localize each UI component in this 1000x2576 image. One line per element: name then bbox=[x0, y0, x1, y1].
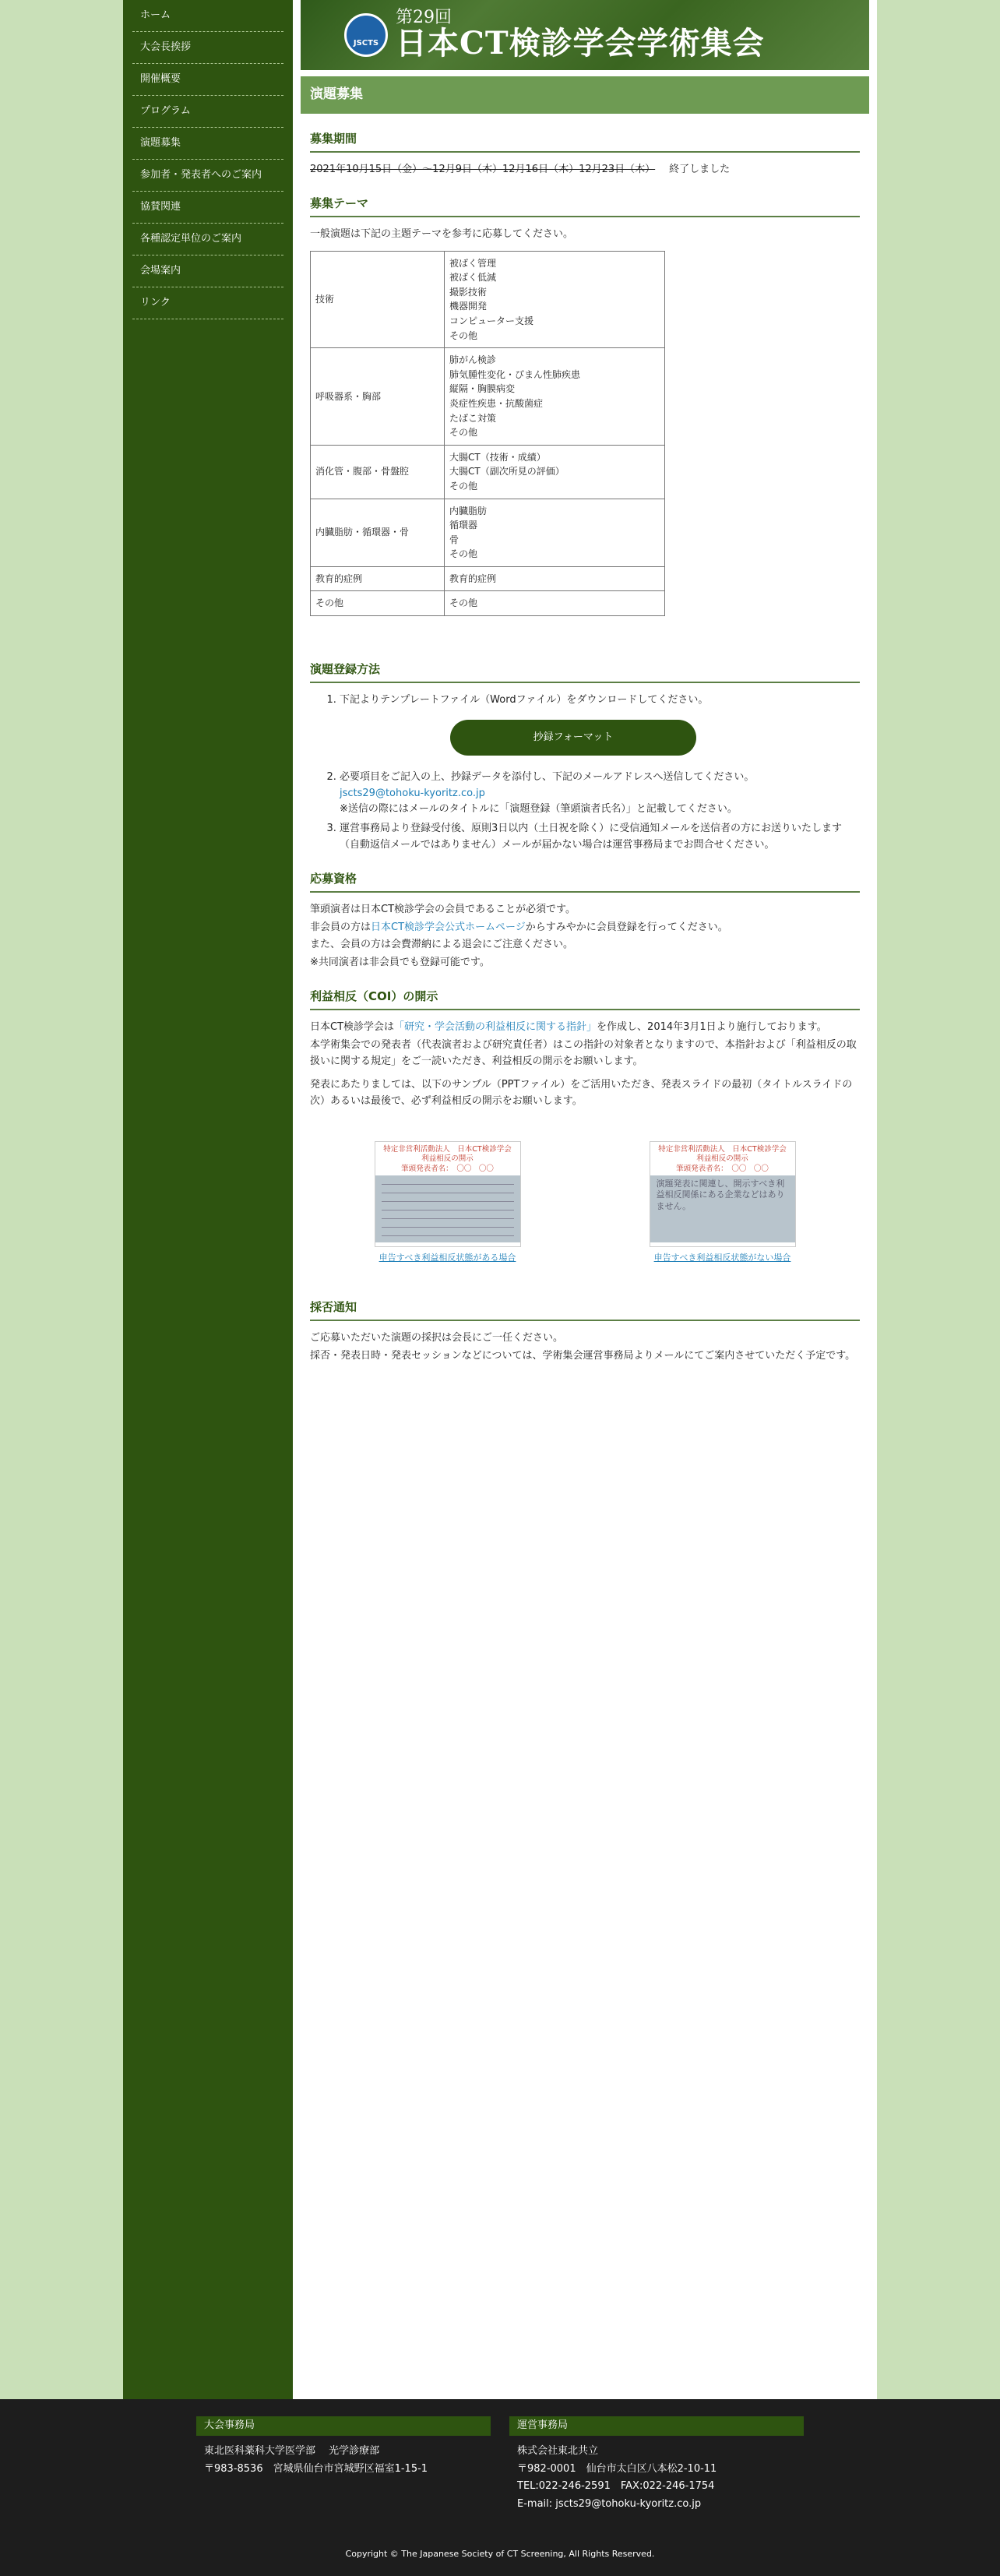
header-banner bbox=[301, 0, 869, 70]
theme-topics bbox=[445, 566, 665, 591]
theme-topics bbox=[445, 348, 665, 446]
coi-samples bbox=[310, 1141, 860, 1267]
eligibility-text: 非会員の方は bbox=[310, 921, 371, 933]
registration-step-1 bbox=[340, 692, 860, 709]
sidebar-item-program[interactable] bbox=[132, 96, 283, 128]
page-wrapper bbox=[123, 0, 877, 2399]
period-status: 終了しました bbox=[669, 164, 731, 175]
theme-category: 呼吸器系・胸部 bbox=[311, 348, 445, 446]
banner-title: 日本CT検診学会学術集会 bbox=[396, 25, 765, 62]
sidebar-item-sponsorship[interactable] bbox=[132, 192, 283, 224]
coi-sample-thumbnail[interactable] bbox=[375, 1141, 521, 1247]
theme-topics bbox=[445, 499, 665, 566]
notification-line: 採否・発表日時・発表セッションなどについては、学術集会運営事務局よりメールにてご案内させていただく予定です。 bbox=[310, 1349, 856, 1362]
coi-paragraph: 本学術集会での発表者（代表演者および研究責任者）はこの指針の対象者となりますので、本指針および「利益相反の取扱いに関する規定」をご一読いただき、利益相反の開示をお願いします。 bbox=[310, 1038, 857, 1067]
sidebar-item-venue[interactable] bbox=[132, 255, 283, 287]
coi-guideline-link[interactable]: 「研究・学会活動の利益相反に関する指針」 bbox=[394, 1021, 597, 1034]
eligibility-text: からすみやかに会員登録を行ってください。 bbox=[525, 921, 728, 933]
registration-note: ※送信の際にはメールのタイトルに「演題登録（筆頭演者氏名）」と記載してください。 bbox=[340, 803, 738, 816]
theme-topic: 教育的症例 bbox=[449, 573, 497, 584]
banner-edition: 第29回 bbox=[396, 8, 452, 27]
theme-topic: 被ばく管理 bbox=[449, 257, 497, 269]
notification-line: ご応募いただいた演題の採択は会長にご一任ください。 bbox=[310, 1331, 564, 1344]
theme-topics bbox=[445, 251, 665, 348]
slide-title: 特定非営利活動法人 日本CT検診学会 bbox=[658, 1145, 787, 1154]
society-homepage-link[interactable]: 日本CT検診学会公式ホームページ bbox=[371, 921, 526, 933]
eligibility-line: ※共同演者は非会員でも登録可能です。 bbox=[310, 957, 490, 969]
coi-sample-thumbnail[interactable] bbox=[650, 1141, 796, 1247]
theme-topic: 大腸CT（技術・成績） bbox=[449, 451, 546, 463]
slide-title: 利益相反の開示 bbox=[421, 1154, 474, 1164]
section-heading-registration: 演題登録方法 bbox=[310, 660, 860, 683]
content-body bbox=[301, 129, 869, 1364]
theme-topic: 炎症性疾患・抗酸菌症 bbox=[449, 397, 544, 409]
registration-step-3 bbox=[340, 821, 860, 854]
footer-line: 〒983-8536 宮城県仙台市宮城野区福室1-15-1 bbox=[204, 2462, 428, 2475]
eligibility-line bbox=[310, 920, 860, 936]
section-heading-eligibility: 応募資格 bbox=[310, 869, 860, 893]
theme-topic: その他 bbox=[449, 480, 478, 492]
registration-steps bbox=[340, 692, 860, 709]
table-row bbox=[311, 566, 665, 591]
sidebar-link[interactable]: 各種認定単位のご案内 bbox=[140, 232, 242, 245]
slide-title: 筆頭発表者名： 〇〇 〇〇 bbox=[676, 1164, 769, 1173]
table-row bbox=[311, 445, 665, 499]
footer-line: 〒982-0001 仙台市太白区八本松2-10-11 bbox=[517, 2462, 717, 2475]
sidebar-link[interactable]: 大会長挨拶 bbox=[140, 41, 192, 53]
theme-topic: 撮影技術 bbox=[449, 286, 488, 298]
sidebar-link[interactable]: 会場案内 bbox=[140, 264, 181, 277]
sidebar bbox=[123, 0, 293, 2399]
coi-sample-caption-link[interactable]: 申告すべき利益相反状態がない場合 bbox=[653, 1253, 791, 1263]
footer-heading: 運営事務局 bbox=[509, 2416, 804, 2436]
sidebar-item-call-for-abstracts[interactable] bbox=[132, 128, 283, 160]
footer-col-conference-office bbox=[196, 2416, 491, 2514]
sidebar-nav bbox=[132, 0, 283, 319]
sidebar-link[interactable]: 演題募集 bbox=[140, 136, 181, 149]
theme-category: 教育的症例 bbox=[311, 566, 445, 591]
sidebar-link[interactable]: 開催概要 bbox=[140, 72, 181, 85]
footer bbox=[0, 2399, 1000, 2576]
sidebar-item-links[interactable] bbox=[132, 287, 283, 319]
coi-paragraph: 発表にあたりましては、以下のサンプル（PPTファイル）をご活用いただき、発表スライドの最初（タイトルスライドの次）あるいは最後で、必ず利益相反の開示をお願いします。 bbox=[310, 1079, 853, 1108]
theme-topic: 循環器 bbox=[449, 520, 478, 531]
theme-topics bbox=[445, 445, 665, 499]
table-row bbox=[311, 348, 665, 446]
period-text bbox=[310, 162, 860, 178]
theme-topics bbox=[445, 591, 665, 616]
theme-topic: 被ばく低減 bbox=[449, 272, 497, 284]
download-button-wrap bbox=[287, 720, 860, 756]
sidebar-link[interactable]: リンク bbox=[140, 296, 171, 308]
sidebar-link[interactable]: 協賛関連 bbox=[140, 200, 181, 213]
step-text: 2. 必要項目をご記入の上、抄録データを添付し、下記のメールアドレスへ送信してください。 bbox=[340, 770, 755, 783]
table-row bbox=[311, 499, 665, 566]
theme-topic: 肺気腫性変化・びまん性肺疾患 bbox=[449, 368, 581, 380]
copyright: Copyright © The Japanese Society of CT Screening, All Rights Reserved. bbox=[345, 2548, 655, 2559]
sidebar-item-greeting[interactable] bbox=[132, 32, 283, 64]
coi-text: を作成し、2014年3月1日より施行しております。 bbox=[597, 1021, 827, 1034]
coi-sample-without-conflict[interactable] bbox=[645, 1141, 801, 1267]
table-row bbox=[311, 251, 665, 348]
slide-title: 利益相反の開示 bbox=[696, 1154, 748, 1164]
theme-topic: コンピューター支援 bbox=[449, 315, 534, 326]
eligibility-line: また、会員の方は会費滞納による退会にご注意ください。 bbox=[310, 939, 574, 951]
coi-sample-caption-link[interactable]: 申告すべき利益相反状態がある場合 bbox=[379, 1253, 516, 1263]
theme-topic: 骨 bbox=[449, 534, 460, 545]
section-heading-notification: 採否通知 bbox=[310, 1298, 860, 1321]
sidebar-item-participants-guide[interactable] bbox=[132, 160, 283, 192]
table-row bbox=[311, 591, 665, 616]
society-logo-icon bbox=[344, 13, 388, 57]
theme-intro: 一般演題は下記の主題テーマを参考に応募してください。 bbox=[310, 227, 574, 240]
theme-topic: その他 bbox=[449, 427, 478, 439]
theme-topic: その他 bbox=[449, 329, 478, 341]
theme-category: 技術 bbox=[311, 251, 445, 348]
footer-col-operations-office bbox=[509, 2416, 804, 2514]
registration-step-2 bbox=[340, 770, 860, 818]
sidebar-item-credits[interactable] bbox=[132, 224, 283, 255]
coi-sample-with-conflict[interactable] bbox=[370, 1141, 526, 1267]
page-title: 演題募集 bbox=[301, 76, 869, 114]
registration-steps-cont bbox=[340, 770, 860, 854]
slide-body: 演題発表に関連し、開示すべき利益相反関係にある企業などはありません。 bbox=[650, 1175, 795, 1242]
sidebar-link[interactable]: プログラム bbox=[140, 104, 191, 117]
footer-columns bbox=[196, 2416, 804, 2514]
footer-line: 東北医科薬科大学医学部 光学診療部 bbox=[204, 2444, 380, 2457]
logo-text: JSCTS bbox=[353, 39, 379, 48]
slide-title: 特定非営利活動法人 日本CT検診学会 bbox=[383, 1145, 512, 1154]
sidebar-link[interactable]: 参加者・発表者へのご案内 bbox=[140, 168, 262, 181]
footer-line: E-mail: jscts29@tohoku-kyoritz.co.jp bbox=[517, 2498, 702, 2511]
eligibility-line: 筆頭演者は日本CT検診学会の会員であることが必須です。 bbox=[310, 903, 576, 915]
section-heading-period: 募集期間 bbox=[310, 129, 860, 153]
coi-paragraph bbox=[310, 1020, 860, 1036]
step-text: 運営事務局より登録受付後、原則3日以内（土日祝を除く）に受信通知メールを送信者の方にお送りいたします（自動返信メールではありません）メールが届かない場合は運営事務局までお問合せください。 bbox=[340, 823, 843, 851]
slide-title: 筆頭発表者名： 〇〇 〇〇 bbox=[401, 1164, 494, 1173]
theme-topic: その他 bbox=[449, 597, 478, 609]
section-heading-theme: 募集テーマ bbox=[310, 194, 860, 217]
theme-topic: 縦隔・胸膜病変 bbox=[449, 383, 516, 395]
main-content bbox=[293, 0, 877, 2399]
registration-email-link[interactable]: jscts29@tohoku-kyoritz.co.jp bbox=[340, 787, 485, 799]
sidebar-item-home[interactable] bbox=[132, 0, 283, 32]
theme-category: その他 bbox=[311, 591, 445, 616]
slide-body bbox=[375, 1175, 520, 1242]
theme-topic: 機器開発 bbox=[449, 301, 488, 312]
section-heading-coi: 利益相反（COI）の開示 bbox=[310, 987, 860, 1010]
footer-heading: 大会事務局 bbox=[196, 2416, 491, 2436]
footer-line: TEL:022-246-2591 FAX:022-246-1754 bbox=[517, 2480, 715, 2493]
abstract-format-download-button[interactable]: 抄録フォーマット bbox=[450, 720, 696, 756]
banner-title-group bbox=[396, 9, 765, 61]
period-dates-struck: 2021年10月15日（金）～12月9日（木）12月16日（木）12月23日（木） bbox=[310, 164, 656, 175]
theme-table bbox=[310, 251, 665, 616]
sidebar-item-overview[interactable] bbox=[132, 64, 283, 96]
theme-category: 内臓脂肪・循環器・骨 bbox=[311, 499, 445, 566]
theme-topic: 内臓脂肪 bbox=[449, 505, 488, 516]
theme-topic: 大腸CT（副次所見の評価） bbox=[449, 466, 565, 477]
theme-topic: たばこ対策 bbox=[449, 412, 497, 424]
sidebar-link[interactable]: ホーム bbox=[140, 9, 171, 21]
step-text: 下記よりテンプレートファイル（Wordファイル）をダウンロードしてください。 bbox=[340, 694, 709, 707]
footer-line: 株式会社東北共立 bbox=[517, 2444, 599, 2457]
theme-category: 消化管・腹部・骨盤腔 bbox=[311, 445, 445, 499]
theme-topic: その他 bbox=[449, 548, 478, 560]
theme-topic: 肺がん検診 bbox=[449, 354, 497, 366]
coi-text: 日本CT検診学会は bbox=[310, 1021, 395, 1034]
